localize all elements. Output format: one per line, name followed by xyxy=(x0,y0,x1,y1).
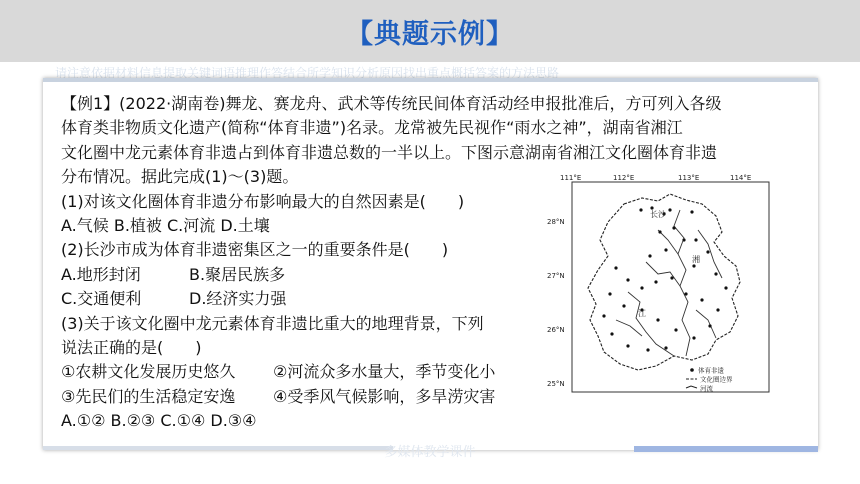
statement-1: ①农耕文化发展历史悠久 xyxy=(61,362,236,382)
legend-item: 文化圈边界 xyxy=(700,375,733,384)
intro-line: 【例1】(2022·湖南卷)舞龙、赛龙舟、武术等传统民间体育活动经申报批准后，方可列入各级 xyxy=(61,94,722,113)
option-2b: B.聚居民族多 xyxy=(189,264,286,284)
statement-4: ④受季风气候影响，多旱涝灾害 xyxy=(273,386,496,406)
lat-label: 27°N xyxy=(547,272,565,280)
lon-label: 113°E xyxy=(678,174,700,182)
lat-label: 26°N xyxy=(547,326,565,334)
map-frame xyxy=(572,182,769,392)
place-label-xiang: 湘 xyxy=(692,255,700,264)
lat-label: 28°N xyxy=(547,218,565,226)
question-3-continued: 说法正确的是( ) xyxy=(61,338,202,358)
question-3-options: A.①② B.②③ C.①④ D.③④ xyxy=(61,411,257,431)
intro-line: 文化圈中龙元素体育非遗占到体育非遗总数的一半以上。下图示意湖南省湘江文化圈体育非遗 xyxy=(61,142,718,162)
question-2: (2)长沙市成为体育非遗密集区之一的重要条件是( ) xyxy=(61,240,449,260)
question-1: (1)对该文化圈体育非遗分布影响最大的自然因素是( ) xyxy=(61,191,465,211)
lon-label: 111°E xyxy=(560,174,582,182)
option-2d: D.经济实力强 xyxy=(189,289,287,309)
slide-title: 【典题示例】 xyxy=(346,19,514,50)
footer-ghost-text: 多媒体教学课件 xyxy=(384,445,476,460)
place-label-changsha: 长沙 xyxy=(650,210,666,219)
legend-item: 河流 xyxy=(700,384,713,393)
question-1-options: A.气候 B.植被 C.河流 D.土壤 xyxy=(61,216,270,236)
intro-line: 体育类非物质文化遗产(简称“体育非遗”)名录。龙常被先民视作“雨水之神”，湖南省湘江 xyxy=(61,118,683,138)
legend-item: 体育非遗 xyxy=(698,366,724,375)
lon-label: 114°E xyxy=(730,174,752,182)
question-3: (3)关于该文化圈中龙元素体育非遗比重大的地理背景，下列 xyxy=(61,313,484,333)
lon-label: 112°E xyxy=(613,174,635,182)
place-label-jiang: 江 xyxy=(638,309,646,318)
intro-line: 分布情况。据此完成(1)～(3)题。 xyxy=(61,167,299,187)
legend-dot-symbol xyxy=(690,368,694,372)
option-2c: C.交通便利 xyxy=(61,289,142,309)
card-top-bar xyxy=(43,78,818,82)
statement-3: ③先民们的生活稳定安逸 xyxy=(61,386,236,406)
option-2a: A.地形封闭 xyxy=(61,264,141,284)
lat-label: 25°N xyxy=(547,380,565,388)
card-bottom-accent xyxy=(634,446,818,452)
statement-2: ②河流众多水量大，季节变化小 xyxy=(273,362,496,382)
distribution-map xyxy=(546,170,773,395)
faded-background-text: 请注意依据材料信息提取关键词语推理作答结合所学知识分析原因找出重点概括答案的方法思路 xyxy=(55,66,560,78)
